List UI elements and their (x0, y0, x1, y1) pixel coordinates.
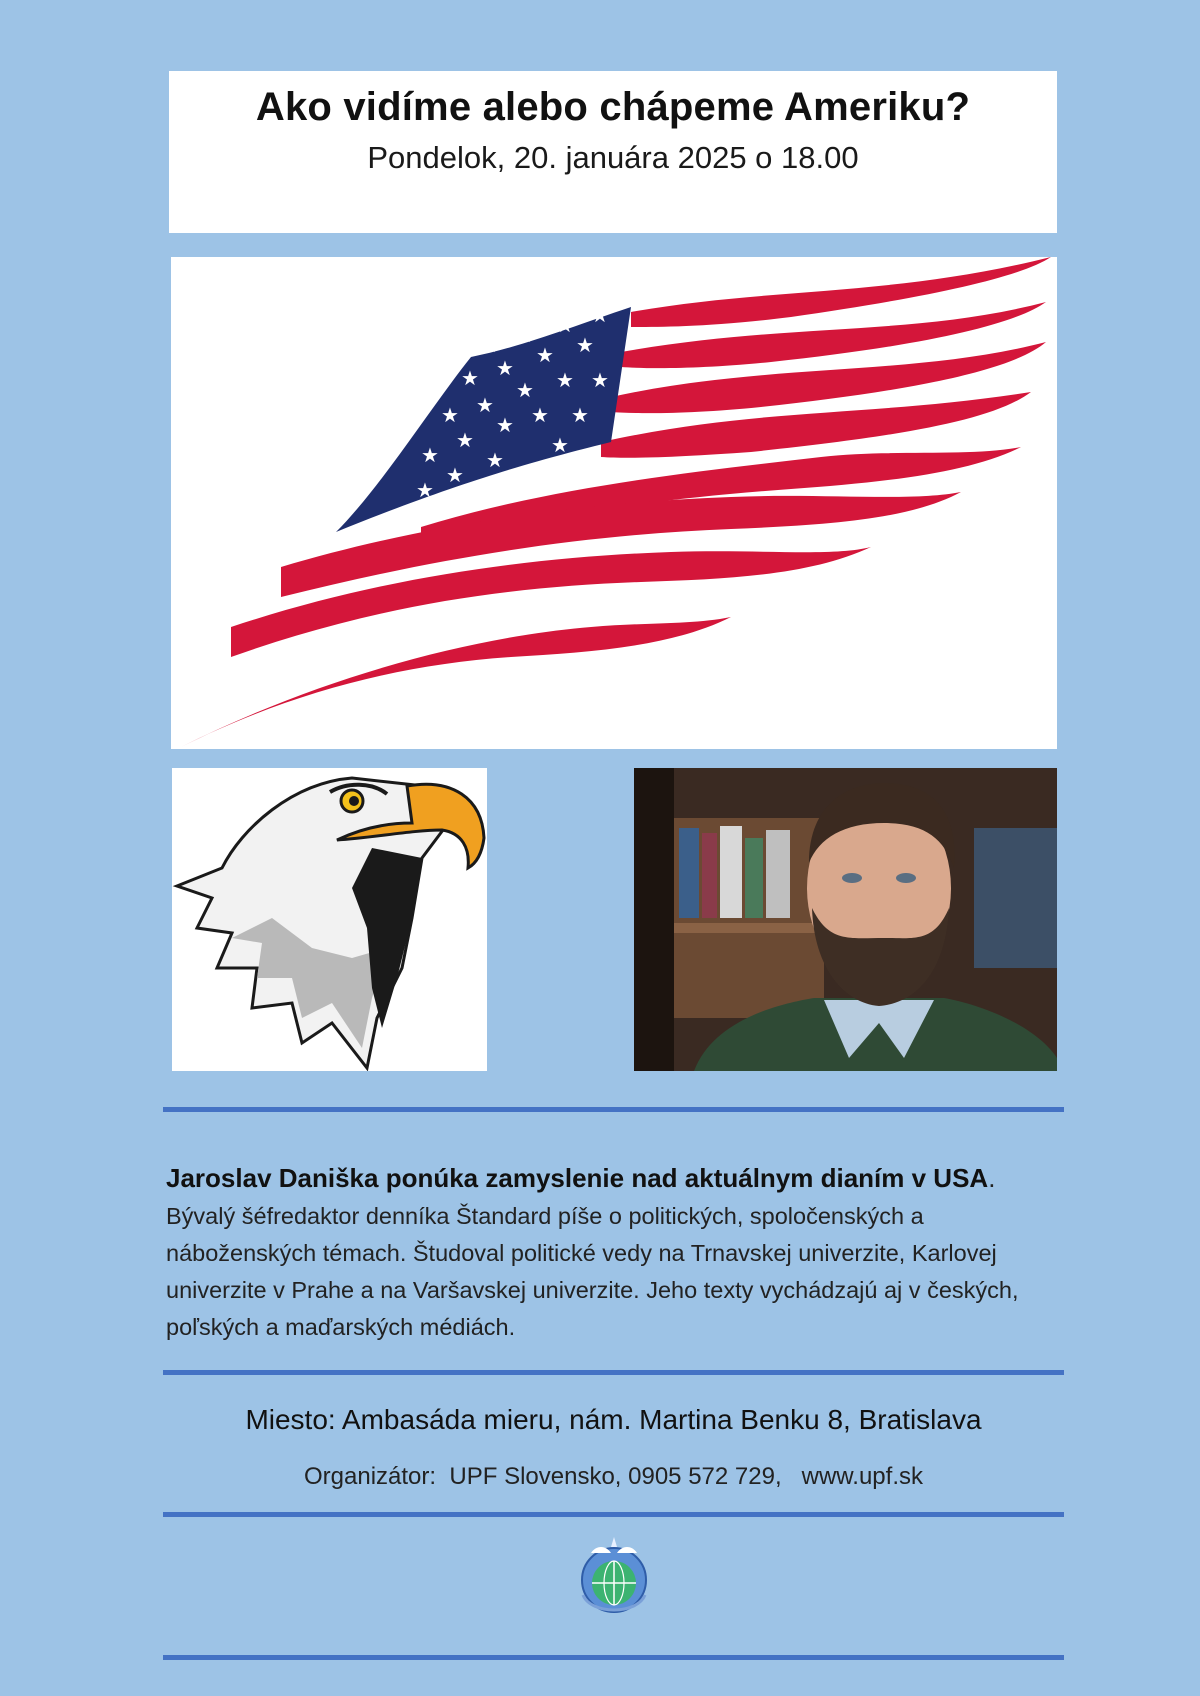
svg-text:★: ★ (591, 303, 609, 327)
globe-logo-icon (571, 1535, 657, 1625)
event-title: Ako vidíme alebo chápeme Ameriku? (255, 85, 971, 129)
event-header (169, 71, 1057, 233)
svg-text:★: ★ (556, 313, 574, 337)
divider-line (163, 1370, 1064, 1375)
svg-text:★: ★ (551, 433, 569, 457)
svg-text:★: ★ (461, 366, 479, 390)
svg-text:★: ★ (476, 393, 494, 417)
svg-text:★: ★ (441, 403, 459, 427)
event-date: Pondelok, 20. januára 2025 o 18.00 (367, 140, 859, 175)
svg-text:★: ★ (496, 413, 514, 437)
svg-text:★: ★ (516, 378, 534, 402)
svg-text:★: ★ (416, 478, 434, 502)
svg-text:★: ★ (421, 443, 439, 467)
divider-line (163, 1107, 1064, 1112)
svg-text:★: ★ (531, 403, 549, 427)
bio-text: Bývalý šéfredaktor denníka Štandard píše o politických, spoločenských a náboženských témach. Študoval politické vedy na Trnavskej univerzite, Karlovej univerzite v Prahe a na Varšavskej univerzite. Jeho texty vychádzajú aj v českých, poľských a maďarských médiách. (166, 1203, 1019, 1340)
svg-text:★: ★ (591, 368, 609, 392)
divider-line (163, 1655, 1064, 1660)
svg-text:★: ★ (481, 333, 499, 357)
speaker-portrait (634, 768, 1057, 1071)
svg-text:★: ★ (556, 368, 574, 392)
svg-text:★: ★ (536, 343, 554, 367)
bio-lead: Jaroslav Daniška ponúka zamyslenie nad aktuálnym dianím v USA (166, 1163, 989, 1193)
venue-text: Miesto: Ambasáda mieru, nám. Martina Benku 8, Bratislava (245, 1404, 982, 1435)
eagle-image (172, 768, 487, 1071)
svg-text:★: ★ (496, 356, 514, 380)
speaker-photo (634, 768, 1057, 1071)
american-flag-image (171, 257, 1057, 749)
svg-text:★: ★ (456, 428, 474, 452)
svg-text:★: ★ (516, 323, 534, 347)
flag-illustration (171, 257, 1057, 749)
divider-line (163, 1512, 1064, 1517)
svg-text:★: ★ (576, 333, 594, 357)
svg-text:★: ★ (486, 448, 504, 472)
bio-lead-period: . (988, 1163, 996, 1193)
svg-text:★: ★ (571, 403, 589, 427)
svg-text:★: ★ (446, 463, 464, 487)
organizer-text: Organizátor: UPF Slovensko, 0905 572 729, www.upf.sk (304, 1463, 923, 1490)
upf-logo (571, 1535, 657, 1625)
speaker-bio (166, 1160, 1066, 1346)
eagle-illustration (172, 768, 487, 1071)
